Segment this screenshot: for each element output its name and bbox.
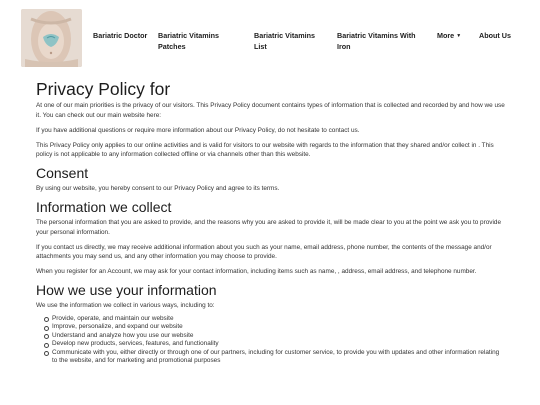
collect-paragraph-1: The personal information that you are asked to provide, and the reasons why you are asked to provide it, will be made clear to you at the point we ask you to provide your personal information. <box>36 219 502 236</box>
intro-paragraph-3: This Privacy Policy only applies to our online activities and is valid for visitors to our website with regards to the information that they shared and/or collect in . This policy is not applicable to any information collected offline or via channels other than this website. <box>36 141 494 158</box>
consent-paragraph: By using our website, you hereby consent to our Privacy Policy and agree to its terms. <box>36 185 280 192</box>
nav-bariatric-vitamins-with-iron[interactable]: Bariatric Vitamins With Iron <box>337 31 416 51</box>
nav-more-label: More <box>437 31 455 40</box>
intro-paragraph-2: If you have additional questions or require more information about our Privacy Policy, do not hesitate to contact us. <box>36 126 360 134</box>
nav-bariatric-vitamins-patches[interactable]: Bariatric Vitamins Patches <box>158 31 219 51</box>
collect-paragraph-2: If you contact us directly, we may receive additional information about you such as your name, email address, phone number, the contents of the message and/or attachments you may send us, and any other information you may choose to provide. <box>36 243 492 260</box>
collect-paragraph-3: When you register for an Account, we may ask for your contact information, including items such as name, , address, email address, and telephone number. <box>36 268 477 275</box>
caret-down-icon: ▼ <box>456 33 462 39</box>
how-we-use-heading: How we use your information <box>36 282 217 298</box>
nav-more-dropdown[interactable] <box>437 30 471 43</box>
nav-bariatric-doctor[interactable]: Bariatric Doctor <box>93 31 148 40</box>
list-item: Communicate with you, either directly or through one of our partners, including for customer service, to provide you with updates and other information relating to the website, and for marketing and promotional purposes <box>44 349 506 366</box>
site-logo[interactable] <box>21 9 82 67</box>
main-content <box>36 79 506 366</box>
site-header <box>0 0 540 72</box>
use-list <box>44 315 506 366</box>
information-collect-heading: Information we collect <box>36 199 172 215</box>
consent-heading: Consent <box>36 165 89 181</box>
logo-image <box>21 9 82 67</box>
intro-paragraph-1: At one of our main priorities is the privacy of our visitors. This Privacy Policy document contains types of information that is collected and recorded by and how we use it. You can check out our main website here: <box>36 102 505 119</box>
nav-about-us[interactable]: About Us <box>479 31 511 40</box>
nav-bariatric-vitamins-list[interactable]: Bariatric Vitamins List <box>254 31 315 51</box>
use-intro-paragraph: We use the information we collect in various ways, including to: <box>36 302 215 309</box>
list-item: Develop new products, services, features, and functionality <box>44 340 506 349</box>
list-item: Improve, personalize, and expand our website <box>44 323 506 332</box>
list-item: Understand and analyze how you use our website <box>44 332 506 341</box>
page-title: Privacy Policy for <box>36 79 171 99</box>
list-item: Provide, operate, and maintain our website <box>44 315 506 324</box>
